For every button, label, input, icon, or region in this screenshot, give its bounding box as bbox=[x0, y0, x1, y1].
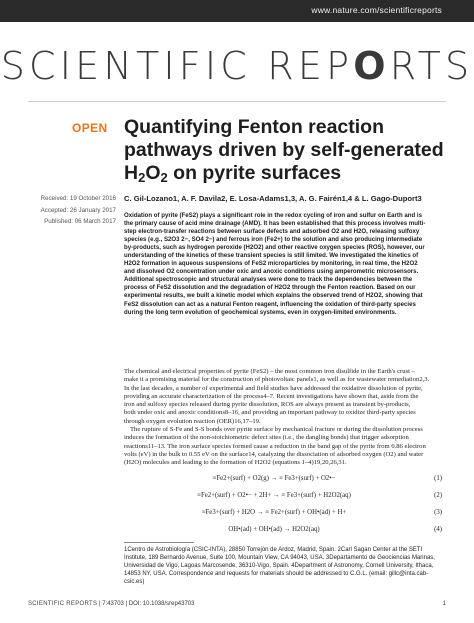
footnote-line: Universidad de Vigo, Lagoas Marcosende, 36310-Vigo, Spain. 4Department of Astronomy, Cornell University, Ithaca, bbox=[124, 563, 434, 570]
body-line: both under oxic and anoxic conditions8–16, and providing an important pathway to oxidize third-party species bbox=[124, 409, 416, 417]
affiliations-footnote bbox=[124, 546, 446, 586]
body-line: (H2O) molecules and leading to the formation of H2O2 (equations 1–4)19,20,26,31. bbox=[124, 459, 347, 467]
logo-text-part3: RTS bbox=[389, 44, 474, 88]
article-dates bbox=[20, 193, 116, 228]
article-title bbox=[124, 116, 444, 185]
equation-3 bbox=[124, 507, 446, 521]
abstract bbox=[124, 212, 446, 317]
abstract-line: Additional spectroscopic and structural analyses were done to track the dependencies between the bbox=[124, 276, 413, 284]
body-line: volts (eV) in the bulk to 0.55 eV on the surface14, catalyzing the dissociation of adsorbed oxygen (O2) and water bbox=[124, 450, 424, 458]
abstract-line: species (e.g., S2O3 2−, SO4 2−) and ferrous iron (Fe2+) to the solution and also producing intermediate bbox=[124, 236, 423, 244]
header-divider bbox=[28, 101, 446, 102]
body-line: In the last decades, a number of experimental and field studies have addressed the oxidative dissolution of pyrite, bbox=[124, 384, 423, 392]
body-line: The chemical and electrical properties of pyrite (FeS2) – the most common iron disulfide in the Earth's crust – bbox=[124, 368, 415, 375]
body-line: induces the formation of the non-stoichiometric defect sites (i.e., the dangling bonds) that trigger adsorption bbox=[124, 434, 409, 442]
footnote-line: 14853 NY, USA. Correspondence and requests for materials should be addressed to C.G.L. (email: gillc@inta.cab- bbox=[124, 571, 429, 578]
body-line: through oxygen evolution reaction (OER)16,17–19. bbox=[124, 417, 261, 425]
equation-number: (4) bbox=[434, 526, 442, 533]
footnote-divider bbox=[124, 542, 194, 543]
journal-logo bbox=[0, 44, 474, 88]
body-line: iron and sulfoxy species released during pyrite dissolution, ROS are always present as transient by-products, bbox=[124, 401, 411, 409]
title-line-1: Quantifying Fenton reaction bbox=[124, 116, 385, 138]
body-line: reactions11–13. The iron surface species formed cause a reduction in the band gap of the pyrite from 0.86 electron bbox=[124, 442, 426, 450]
abstract-line: experimental results, we built a kinetic model which explains the observed trend of H2O2, showing that bbox=[124, 292, 423, 300]
body-line: providing an accurate characterization of the process4–7. Recent investigations have shown that, aside from the bbox=[124, 392, 419, 400]
abstract-line: understanding of the kinetics of these transient species is still limited. We investigated the kinetics of bbox=[124, 252, 419, 260]
title-line-3: $H_2O_2$ on pyrite surfaces bbox=[124, 162, 342, 185]
equation-2 bbox=[124, 490, 446, 504]
footer-journal-name: SCIENTIFIC REPORTS bbox=[28, 601, 98, 607]
equation-expression: ≡Fe2+(surf) + O2•− + 2H+ → ≡ Fe3+(surf) + H2O2(aq) bbox=[197, 492, 351, 499]
open-access-label: OPEN bbox=[72, 121, 108, 135]
abstract-line: process of FeS2 dissolution and the degradation of H2O2 through the Fenton reaction. Based on our bbox=[124, 284, 416, 292]
abstract-line: step electron-transfer reactions between surface defects and adsorbed O2 and H2O, releasing sulfoxy bbox=[124, 228, 420, 236]
equation-1 bbox=[124, 473, 446, 487]
equation-4 bbox=[124, 524, 446, 538]
published-date: Published: 06 March 2017 bbox=[44, 218, 116, 225]
title-line-2: pathways driven by self-generated bbox=[124, 139, 444, 161]
received-date: Received: 19 October 2016 bbox=[40, 195, 116, 202]
abstract-line: during the long term evolution of geochemical systems, even in oxygen-limited environments. bbox=[124, 308, 397, 316]
equation-number: (3) bbox=[434, 509, 442, 516]
footnote-line: csic.es) bbox=[124, 579, 145, 586]
author-list: C. Gil-Lozano1, A. F. Davila2, E. Losa-Adams1,3, A. G. Fairén1,4 & L. Gago-Duport3 bbox=[124, 194, 422, 203]
top-bar bbox=[0, 0, 474, 22]
equation-expression: OH•(ad) + OH•(ad) → H2O2(aq) bbox=[228, 526, 320, 533]
equation-number: (1) bbox=[434, 475, 442, 482]
abstract-line: and dissolved O2 concentration under oxic and anoxic conditions using amperometric microsensors. bbox=[124, 268, 419, 276]
abstract-line: FeS2 dissolution can act as a natural Fenton reagent, influencing the oxidation of third-party species bbox=[124, 300, 416, 308]
page-footer bbox=[28, 601, 446, 607]
footnote-line: Institute, 189 Bernardo Avenue, Suite 100, Mountain View, CA 94043, USA. 3Departamento de Geociencias Marinas, bbox=[124, 555, 435, 562]
accepted-date: Accepted: 26 January 2017 bbox=[40, 206, 116, 214]
journal-url[interactable]: www.nature.com/scientificreports bbox=[311, 5, 442, 15]
body-text bbox=[124, 368, 446, 468]
logo-text-part1: SCIENTIFIC REP bbox=[0, 44, 354, 88]
abstract-line: Oxidation of pyrite (FeS2) plays a significant role in the redox cycling of iron and sulfur on Earth and is bbox=[124, 212, 422, 219]
equation-expression: ≡Fe2+(surf) + O2(g) → ≡ Fe3+(surf) + O2•− bbox=[212, 475, 336, 482]
equation-number: (2) bbox=[434, 492, 442, 499]
abstract-line: H2O2 formation in aqueous suspensions of FeS2 microparticles by monitoring, in real time, the H2O2 bbox=[124, 260, 418, 268]
abstract-line: the primary cause of acid mine drainage (AMD). It has been established that this process involves multi- bbox=[124, 220, 426, 228]
equation-expression: ≡Fe3+(surf) + H2O → ≡ Fe2+(surf) + OH•(ad) + H+ bbox=[201, 509, 347, 516]
footnote-line: 1Centro de Astrobiología (CSIC-INTA), 28850 Torrejón de Ardoz, Madrid, Spain. 2Carl Sagan Center at the SETI bbox=[124, 547, 423, 553]
abstract-line: by-products, such as hydrogen peroxide (H2O2) and other reactive oxygen species (ROS), however, our bbox=[124, 244, 425, 252]
footer-citation: | 7:43703 | DOI: 10.1038/srep43703 bbox=[97, 601, 195, 607]
body-line: The rupture of S-Fe and S-S bonds over pyrite surface by mechanical fracture or during the dissolution process bbox=[130, 426, 423, 434]
logo-text-part2: O bbox=[353, 44, 390, 88]
body-line: make it a promising material for the construction of photovoltaic panels1, as well as for wastewater remediation2,3. bbox=[124, 376, 430, 384]
page-number: 1 bbox=[442, 601, 446, 607]
